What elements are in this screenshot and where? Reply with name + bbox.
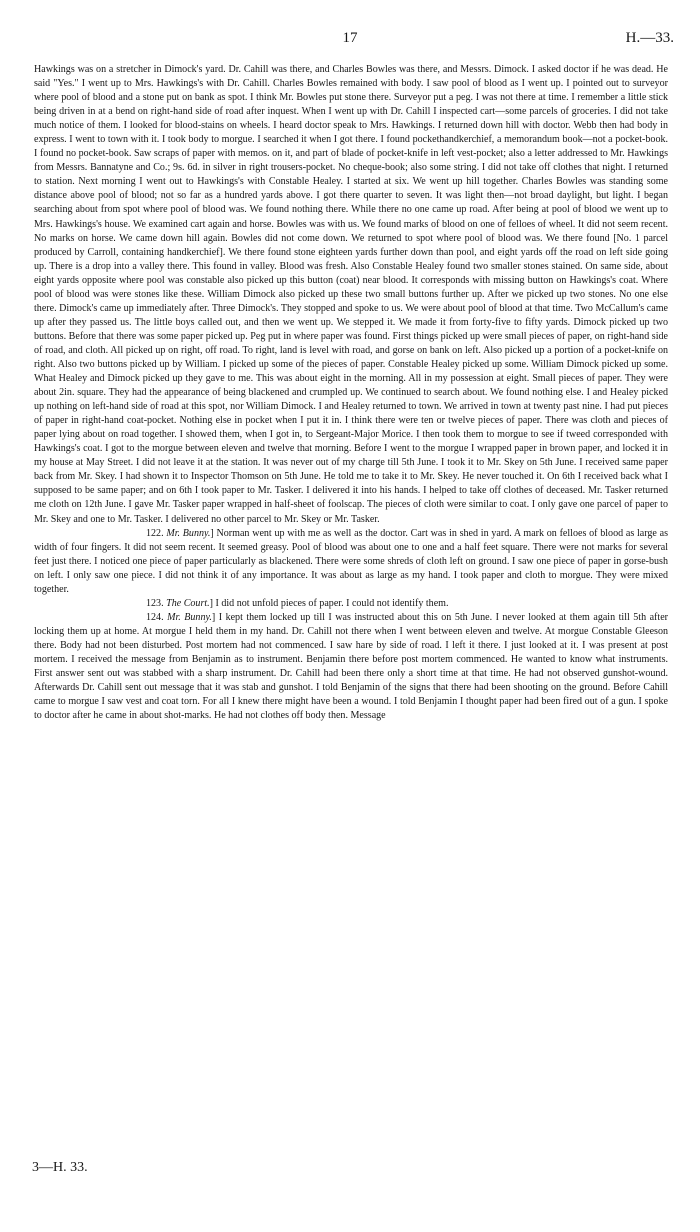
paragraph-123: [34, 597, 668, 611]
paragraph-text: Hawkings was on a stretcher in Dimock's yard. Dr. Cahill was there, and Charles Bowles was there, and Messrs. Dimock. I asked doctor if he was dead. He said "Yes." I went up to Mrs. Hawkings's with Dr. Cahill. Charles Bowles remained with body. I saw pool of blood as I went up. I pointed out to surveyor where pool of blood and a stone put on bank as spot. I think Mr. Bowles put stone there. Surveyor put a peg. I was not there at time. I remember a little stick being driven in at a bend on right-hand side of road after inquest. When I went up with Dr. Cahill I inspected cart—some parcels of groceries. I did not take much notice of them. I looked for blood-stains on wheels. I heard doctor speak to Mrs. Hawkings. I returned down hill with doctor. Webb then had body in express. I went to town with it. I took body to morgue. I searched it when I got there. I found pockethandkerchief, a memorandum book—not a pocket-book. I found no pocket-book. Saw scraps of paper with memos. on it, and part of blade of pocket-knife in left vest-pocket; also a letter addressed to Mr. Hawkings from Messrs. Bannatyne and Co.; 9s. 6d. in silver in right trousers-pocket. No cheque-book; also some string. I did not take off clothes that night. I returned to station. Next morning I went out to Hawkings's with Constable Healey. I started at six. We went up hill together. Charles Bowles was standing some distance above pool of blood; not so far as a hundred yards above. I got there quarter to seven. It was light then—not broad daylight, but light. I began searching about from spot where pool of blood was. We found nothing there. While there no one came up road. After being at pool of blood we went up to Mrs. Hawkings's house. We examined cart again and horse. Bowles was with us. We found marks of blood on one of felloes of wheel. It did not seem recent. No marks on horse. We came down hill again. Bowles did not come down. We returned to spot where pool of blood was. We there found [No. 1 parcel produced by Carroll, containing handkerchief]. We there found stone eighteen yards further down than pool, and eight yards off the road on left side going up. There is a drop into a valley there. This found in valley. Blood was fresh. Also Constable Healey found two smaller stones stained. On same side, about eight yards opposite where pool was constable also picked up this button (coat) near blood. It corresponds with missing button on Hawkings's coat. Where pool of blood was were stones like these. William Dimock also picked up these two small buttons further up. After we picked up two stones. No one else there. Dimock's came up immediately after. Three Dimock's. They stopped and spoke to us. We were about pool of blood at that time. Two McCallum's came up after they passed us. The little boys called out, and then we went up. We stepped it. We made it from forty-five to fifty yards. Dimock picked up two buttons. Before that there was some paper picked up. Peg put in where paper was found. First things picked up were small pieces of paper, on right-hand side of road, and cloth. All picked up on right, off road. To right, land is level with road, and gorse on bank on left. Also picked up a portion of a pocket-knife on right. Also two buttons picked up by William. I picked up some of the pieces of paper. Constable Healey picked up some. William Dimock picked up some. What Healey and Dimock picked up they gave to me. This was about eight in the morning. All in my possession at eight. Small pieces of paper. They were about 2in. square. They had the appearance of being blackened and crumpled up. We continued to search about. We found nothing else. I and Healey picked up nothing on left-hand side of road at this spot, nor William Dimock. I and Healey returned to town. We arrived in town at twenty past nine. I had put pieces of paper in right-hand coat-pocket. Nothing else in pocket when I put it in. I think there were ten or twelve pieces of paper. There was cloth and pieces of paper lying about on road together. I showed them, when I got in, to Sergeant-Major Morice. I then took them to morgue to see if tweed corresponded with Hawkings's coat. I got to the morgue between eleven and twelve that morning. Before I went to the morgue I wrapped paper in brown paper, and locked it in my house at May Street. I did not leave it at the station. It was never out of my charge till 5th June. I took it to Mr. Skey on 5th June. I received same paper back from Mr. Skey. I had shown it to Inspector Thomson on 5th June. He told me to take it to Mr. Skey. He never touched it. On 6th I received back what I supposed to be same paper; and on 6th I took paper to Mr. Tasker. I delivered it into his hands. I helped to take off clothes of deceased. Mr. Tasker returned me cloth on 12th June. I gave Mr. Tasker paper wrapped in half-sheet of foolscap. The pieces of cloth were similar to coat. I only gave one parcel of paper to Mr. Skey and one to Mr. Tasker. I delivered no other parcel to Mr. Skey or Mr. Tasker.: [34, 64, 668, 525]
signature-mark: 3—H. 33.: [32, 1160, 88, 1175]
paragraph-text: ] Norman went up with me as well as the doctor. Cart was in shed in yard. A mark on felloes of blood as large as width of four fingers. It did not seem recent. It seemed greasy. Pool of blood was about one to one and a half feet square. There were not marks for several feet just there. I noticed one piece of paper particularly as blackened. There were some shreds of cloth left on ground. I saw one piece of paper in gorse-bush on left. I only saw one piece. I did not think it of any importance. It was about as large as my hand. I took paper and cloth to morgue. They were mixed together.: [34, 527, 669, 595]
paragraph-text: ] I kept them locked up till I was instructed about this on 5th June. I never looked at them again till 5th after locking them up at home. At morgue I held them in my hand. Dr. Cahill not there when I went between eleven and twelve. At morgue Constable Gleeson there. Body had not been disturbed. Post mortem had not commenced. I saw hare by side of road. I left it there. I just looked at it. I was present at post mortem. I received the message from Benjamin as to instrument. Benjamin there before post mortem commenced. He wanted to know what instruments. First answer sent out was stabbed with a sharp instrument. Dr. Cahill had been there only a short time at that time. He had not observed gunshot-wound. Afterwards Dr. Cahill sent out message that it was stab and gunshot. I told Benjamin of the signs that there had been shooting on the ground. Before Cahill came to morgue I saw vest and coat torn. For all I knew there might have been a wound. I told Benjamin I thought paper had been fired out of a gun. I spoke to doctor after he came in about shot-marks. He had not clothes off body then. Message: [34, 611, 668, 722]
paragraph-124: [34, 611, 668, 723]
speaker-label: The Court.: [166, 597, 210, 609]
paragraph-122: [34, 527, 668, 597]
paragraph-text: ] I did not unfold pieces of paper. I could not identify them.: [209, 597, 449, 609]
document-reference: H.—33.: [625, 30, 674, 46]
paragraph-number: 122.: [146, 527, 164, 539]
paragraph-number: 123.: [146, 597, 164, 609]
paragraph-number: 124.: [146, 611, 164, 623]
speaker-label: Mr. Bunny.: [166, 527, 211, 539]
testimony-body: [34, 63, 668, 723]
paragraph-continuation: [34, 63, 668, 527]
page-number: 17: [342, 30, 358, 46]
speaker-label: Mr. Bunny.: [167, 611, 212, 623]
